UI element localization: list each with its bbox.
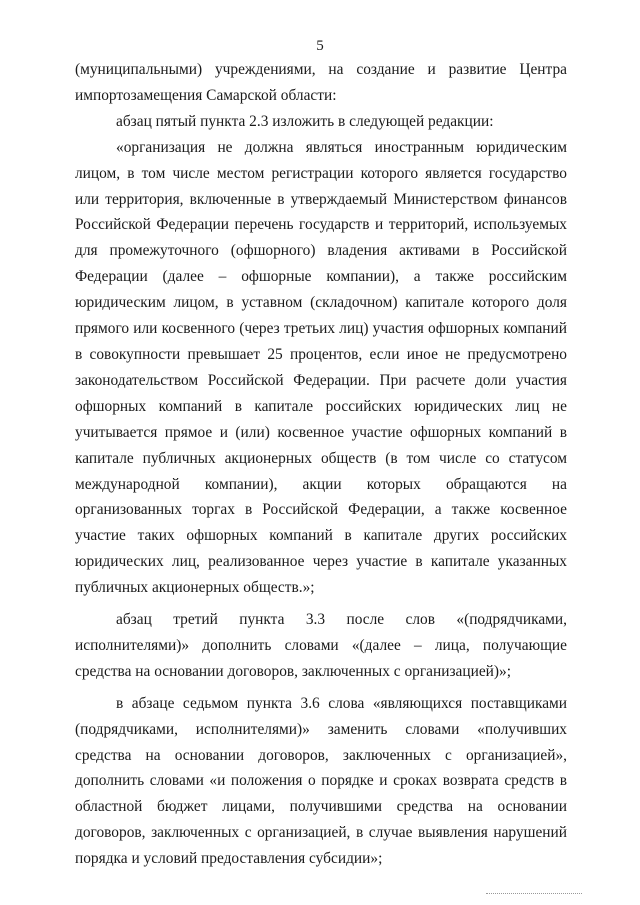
paragraph-amendment-3-6: в абзаце седьмом пункта 3.6 слова «являющихся поставщиками (подрядчиками, исполнителями)» заменить словами «получивших средства на основании договоров, заключенных с организацией», дополнить словами «и положения о порядке и сроках возврата средств в областной бюджет лицами, получившими средства на основании договоров, заключенных с организацией, в случае выявления нарушений порядка и условий предоставления субсидии»; xyxy=(75,694,567,868)
paragraph-continuation: (муниципальными) учреждениями, на создание и развитие Центра импортозамещения Самарской области: xyxy=(75,61,567,104)
paragraph-amendment-2-3: абзац пятый пункта 2.3 изложить в следующей редакции: xyxy=(116,112,494,130)
paragraph-quoted-text: «организация не должна являться иностранным юридическим лицом, в том числе местом регистрации которого является государство или территория, включенные в утверждаемый Министерством финансов Российской Федерации перечень государств и территорий, используемых для промежуточного (офшорного) владения активами в Российской Федерации (далее – офшорные компании), а также российским юридическим лицом, в уставном (складочном) капитале которого доля прямого или косвенного (через третьих лиц) участия офшорных компаний в совокупности превышает 25 процентов, если иное не предусмотрено законодательством Российской Федерации. При расчете доли участия офшорных компаний в капитале российских юридических лиц не учитывается прямое и (или) косвенное участие офшорных компаний в капитале публичных акционерных обществ (в том числе со статусом международной компании), акции которых обращаются на организованных торгах в Российской Федерации, а также косвенное участие таких офшорных компаний в капитале других российских юридических лиц, реализованное через участие в капитале указанных публичных акционерных обществ.»; xyxy=(75,138,567,597)
paragraph-amendment-3-3: абзац третий пункта 3.3 после слов «(подрядчиками, исполнителями)» дополнить словами «(далее – лица, получающие средства на основании договоров, заключенных с организацией)»; xyxy=(75,611,567,680)
page-number: 5 xyxy=(316,38,324,54)
document-body xyxy=(75,57,567,872)
scan-artifact xyxy=(486,893,582,898)
